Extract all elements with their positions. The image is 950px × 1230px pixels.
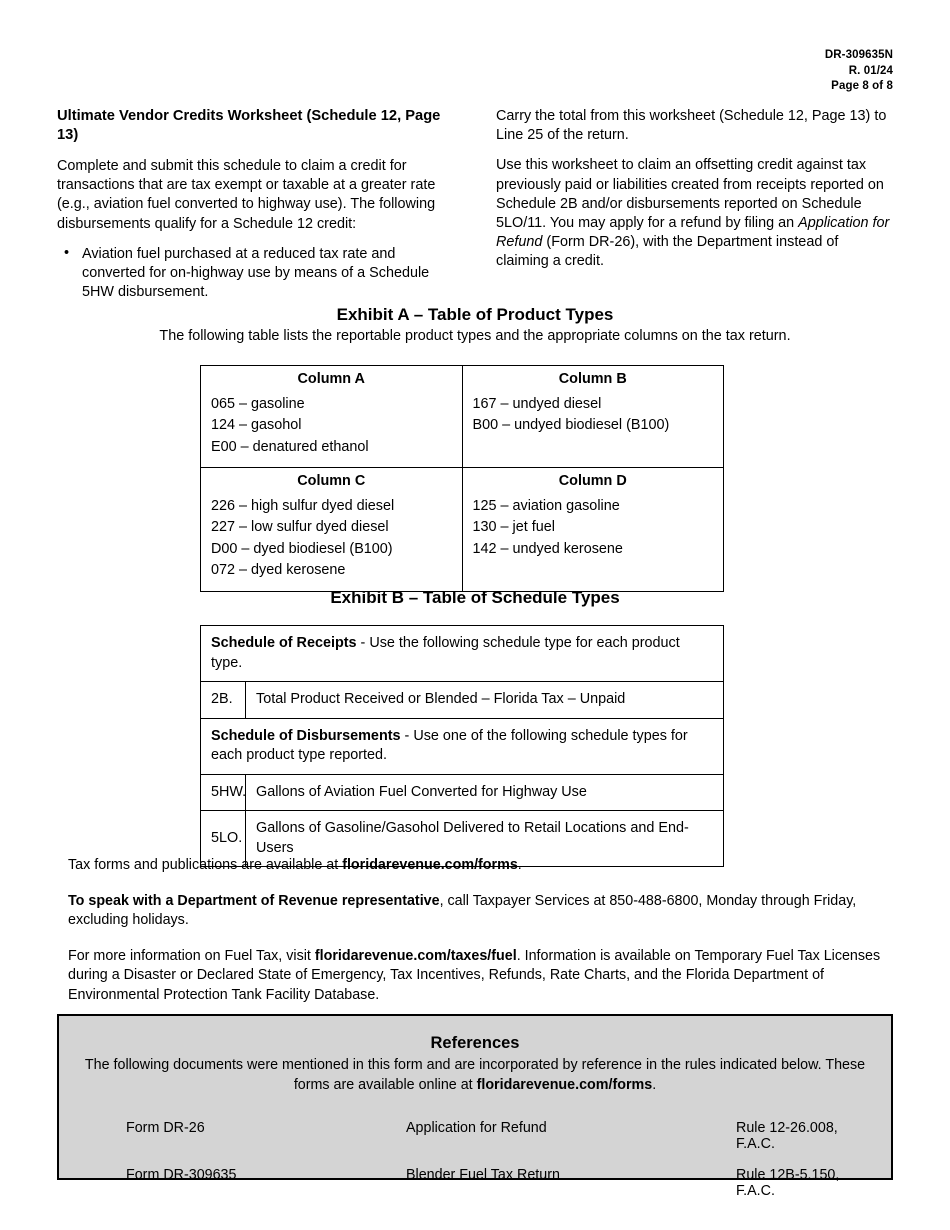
reference-rule: Rule 12B-5.150, F.A.C. [736, 1167, 840, 1199]
tax-forms-availability [68, 856, 890, 876]
contact-info-section [68, 856, 890, 1005]
schedule-description-5hw: Gallons of Aviation Fuel Converted for Highway Use [246, 774, 724, 811]
product-type: 227 – low sulfur dyed diesel [211, 519, 389, 535]
product-type: 167 – undyed diesel [472, 395, 602, 412]
exhibit-a-subtitle: The following table lists the reportable product types and the appropriate columns on the tax return. [159, 328, 791, 344]
column-a-items [201, 392, 463, 468]
exhibit-a-product-types-table [200, 365, 724, 592]
table-row [201, 774, 724, 811]
exhibit-b-title: Exhibit B – Table of Schedule Types [330, 588, 620, 607]
column-a-header: Column A [201, 366, 463, 392]
worksheet-description: Complete and submit this schedule to claim a credit for transactions that are tax exempt or taxable at a greater rate (e.g., aviation fuel converted to highway use). The following disbursements qualify for a Schedule 12 credit: [57, 158, 436, 232]
table-row [201, 392, 724, 468]
worksheet-heading: Ultimate Vendor Credits Worksheet (Schedule 12, Page 13) [57, 108, 441, 143]
table-row [201, 468, 724, 494]
table-row [71, 1160, 879, 1207]
offsetting-credit-instruction [496, 156, 893, 271]
reference-form-name: Application for Refund [406, 1120, 547, 1136]
table-row [201, 626, 724, 682]
fuel-tax-text-part2: . Information is available on Temporary Fuel Tax Licenses during a Disaster or Declared State of Emergency, Tax Incentives, Refunds, Rate Charts, and the Florida Department of Environmental Protection Tank Facility Database. [68, 947, 881, 1003]
references-intro-part1: The following documents were mentioned in this form and are incorporated by reference in the rules indicated below. These forms are available online at [84, 1057, 866, 1093]
product-type: 065 – gasoline [211, 395, 305, 412]
qualifying-disbursements-list [57, 245, 454, 303]
reference-form-number: Form DR-26 [126, 1120, 205, 1136]
schedule-description-5lo: Gallons of Gasoline/Gasohol Delivered to Retail Locations and End-Users [246, 811, 724, 867]
reference-form-number: Form DR-309635 [126, 1167, 237, 1183]
schedule-of-disbursements-note: - Use one of the following schedule types for each product type reported. [211, 727, 688, 763]
column-c-items [201, 494, 463, 592]
references-table [71, 1113, 879, 1207]
intro-left-column [57, 107, 454, 302]
product-type: 125 – aviation gasoline [472, 497, 620, 514]
column-d-header: Column D [462, 468, 724, 494]
references-box [57, 1014, 893, 1199]
references-intro-part2: . [652, 1076, 657, 1093]
references-title: References [430, 1034, 520, 1052]
intro-section [57, 107, 893, 302]
table-row [71, 1113, 879, 1160]
fuel-tax-website-link[interactable]: floridarevenue.com/taxes/fuel [314, 947, 517, 964]
reference-rule: Rule 12-26.008, F.A.C. [736, 1120, 838, 1152]
product-type: D00 – dyed biodiesel (B100) [211, 540, 393, 557]
speak-with-representative-label: To speak with a Department of Revenue representative [68, 892, 440, 909]
table-row [201, 366, 724, 392]
schedule-of-disbursements-label: Schedule of Disbursements [211, 727, 401, 744]
application-for-refund-title: Application for Refund [496, 215, 890, 251]
schedule-of-disbursements-header [201, 718, 724, 774]
schedule-code-5lo: 5LO. [201, 811, 246, 867]
references-forms-link[interactable]: floridarevenue.com/forms [476, 1076, 653, 1093]
schedule-of-receipts-label: Schedule of Receipts [211, 635, 357, 651]
fuel-tax-info [68, 947, 890, 1006]
table-row [201, 718, 724, 774]
table-row [201, 494, 724, 592]
column-b-items [462, 392, 724, 468]
schedule-description-2b: Total Product Received or Blended – Florida Tax – Unpaid [246, 682, 724, 719]
reference-form-name: Blender Fuel Tax Return [406, 1167, 560, 1183]
offsetting-credit-text-part2: (Form DR-26), with the Department instead of claiming a credit. [496, 234, 839, 270]
tax-forms-text-part1: Tax forms and publications are available at [68, 857, 343, 873]
product-type: 226 – high sulfur dyed diesel [211, 497, 395, 514]
schedule-of-receipts-header [201, 626, 724, 682]
schedule-of-receipts-note: - Use the following schedule type for each product type. [211, 635, 680, 671]
exhibit-a-title: Exhibit A – Table of Product Types [336, 305, 614, 324]
page-number-label: Page 8 of 8 [831, 80, 893, 92]
forms-website-link[interactable]: floridarevenue.com/forms [342, 857, 518, 873]
column-d-items [462, 494, 724, 592]
product-type: E00 – denatured ethanol [211, 438, 369, 455]
form-revision: R. 01/24 [848, 64, 893, 77]
table-row [201, 682, 724, 719]
carry-total-instruction: Carry the total from this worksheet (Schedule 12, Page 13) to Line 25 of the return. [496, 108, 887, 144]
taxpayer-services-info [68, 892, 890, 931]
document-header [825, 48, 893, 95]
offsetting-credit-text-part1: Use this worksheet to claim an offsetting credit against tax previously paid or liabilities created from receipts reported on Schedule 2B and/or disbursements reported on Schedule 5LO/11. You may apply for a refund by filing an [496, 157, 884, 232]
list-item: • Aviation fuel purchased at a reduced tax rate and converted for on-highway use by means of a Schedule 5HW disbursement. [57, 245, 454, 303]
schedule-code-2b: 2B. [201, 682, 246, 719]
product-type: B00 – undyed biodiesel (B100) [472, 417, 670, 433]
intro-right-column [496, 107, 893, 302]
product-type: 142 – undyed kerosene [472, 540, 623, 557]
column-b-header: Column B [462, 366, 724, 392]
form-number: DR-309635N [824, 49, 893, 61]
product-type: 124 – gasohol [211, 417, 302, 433]
fuel-tax-text-part1: For more information on Fuel Tax, visit [68, 947, 315, 964]
references-intro [71, 1056, 879, 1095]
column-c-header: Column C [201, 468, 463, 494]
tax-forms-text-part2: . [517, 857, 522, 873]
exhibit-b-schedule-types-table [200, 625, 724, 867]
product-type: 072 – dyed kerosene [211, 562, 346, 578]
product-type: 130 – jet fuel [472, 519, 555, 535]
taxpayer-services-text: , call Taxpayer Services at 850-488-6800, Monday through Friday, excluding holidays. [68, 892, 857, 928]
schedule-code-5hw: 5HW. [201, 774, 246, 811]
